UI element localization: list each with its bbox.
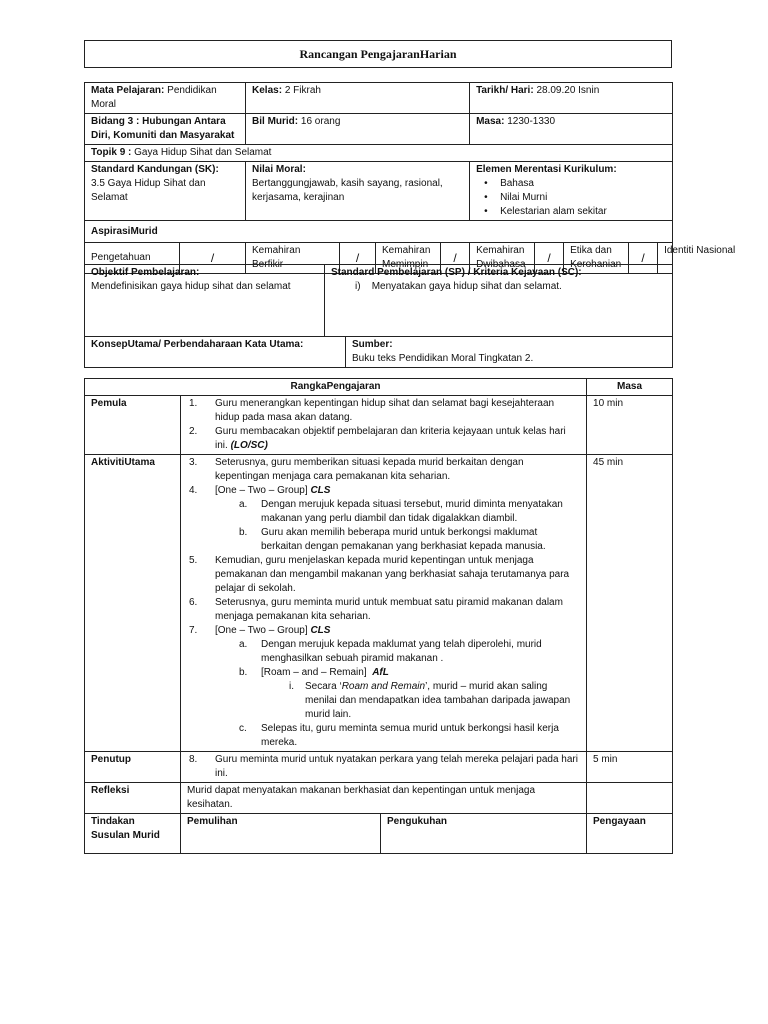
elemen-item: • Nilai Murni: [492, 191, 666, 205]
pemula-content: [181, 396, 587, 455]
objektif-cell: Objektif Pembelajaran: Mendefinisikan gaya hidup sihat dan selamat: [85, 265, 325, 337]
pengayaan-cell: Pengayaan: [587, 814, 673, 854]
aktiviti-label: AktivitiUtama: [85, 455, 181, 752]
rangka-header: RangkaPengajaran: [85, 379, 587, 396]
penutup-masa: 5 min: [587, 752, 673, 783]
step-7a: a. Dengan merujuk kepada maklumat yang telah diperolehi, murid menghasilkan sebuah piramid makanan .: [239, 639, 542, 664]
mata-pelajaran-cell: Mata Pelajaran: Pendidikan Moral: [85, 83, 246, 114]
refleksi-masa: [587, 783, 673, 814]
aktiviti-masa: 45 min: [587, 455, 673, 752]
aspirasi-etika-kerohanian: Etika dan Kerohanian: [564, 243, 629, 274]
aspirasi-kemahiran-dwibahasa: Kemahiran Dwibahasa: [470, 243, 535, 274]
aktiviti-content: [181, 455, 587, 752]
step-6: 6. Seterusnya, guru meminta murid untuk membuat satu piramid makanan dalam menjaga pemakanan kita seharian.: [189, 597, 563, 622]
penutup-content: [181, 752, 587, 783]
aspirasi-mark: /: [180, 243, 246, 274]
aspirasi-mark: /: [629, 243, 658, 274]
tarikh-cell: Tarikh/ Hari: 28.09.20 Isnin: [470, 83, 673, 114]
pemula-masa: 10 min: [587, 396, 673, 455]
bil-murid-cell: Bil Murid: 16 orang: [246, 114, 470, 145]
refleksi-content: Murid dapat menyatakan makanan berkhasiat dan kepentingan untuk menjaga kesihatan.: [181, 783, 587, 814]
step-2: 2. Guru membacakan objektif pembelajaran dan kriteria kejayaan untuk kelas hari ini. (LO/SC): [189, 426, 566, 451]
step-4a: a. Dengan merujuk kepada situasi tersebut, murid diminta menyatakan makanan yang perlu diambil dan tidak digalakkan diambil.: [239, 499, 563, 524]
masa-header: Masa: [587, 379, 673, 396]
rangka-pengajaran-table: [84, 378, 672, 854]
lesson-info-table: [84, 82, 736, 274]
aspirasi-kemahiran-memimpin: Kemahiran Memimpin: [376, 243, 441, 274]
step-4: 4. [One – Two – Group] CLS: [189, 485, 331, 496]
document-title: Rancangan PengajaranHarian: [84, 40, 672, 68]
aspirasi-pengetahuan: Pengetahuan: [85, 243, 180, 274]
elemen-merentasi-cell: Elemen Merentasi Kurikulum: • Bahasa • Nilai Murni • Kelestarian alam sekitar: [470, 162, 673, 221]
step-7b-i: i. Secara ‘Roam and Remain’, murid – murid akan saling menilai dan mendapatkan idea tambahan daripada jawapan murid lain.: [289, 681, 571, 720]
tindakan-susulan-label: Tindakan Susulan Murid: [85, 814, 181, 854]
aspirasi-mark: /: [535, 243, 564, 274]
standard-pembelajaran-cell: Standard Pembelajaran (SP) / Kriteria Kejayaan (SC): i) Menyatakan gaya hidup sihat dan selamat.: [325, 265, 673, 337]
refleksi-label: Refleksi: [85, 783, 181, 814]
pengukuhan-cell: Pengukuhan: [381, 814, 587, 854]
konsep-utama-cell: KonsepUtama/ Perbendaharaan Kata Utama:: [85, 337, 346, 368]
standard-kandungan-cell: Standard Kandungan (SK): 3.5 Gaya Hidup Sihat dan Selamat: [85, 162, 246, 221]
topik-cell: Topik 9 : Gaya Hidup Sihat dan Selamat: [85, 145, 673, 162]
aspirasi-identiti-nasional: Identiti Nasional: [658, 243, 673, 274]
penutup-label: Penutup: [85, 752, 181, 783]
aspirasi-kemahiran-berfikir: Kemahiran Berfikir: [246, 243, 340, 274]
pemulihan-cell: Pemulihan: [181, 814, 381, 854]
aspirasi-mark: /: [340, 243, 376, 274]
sumber-cell: Sumber: Buku teks Pendidikan Moral Tingkatan 2.: [346, 337, 673, 368]
kelas-cell: Kelas: 2 Fikrah: [246, 83, 470, 114]
step-7c: c. Selepas itu, guru meminta semua murid untuk berkongsi hasil kerja mereka.: [239, 723, 559, 748]
elemen-item: • Bahasa: [492, 177, 666, 191]
step-7: 7. [One – Two – Group] CLS: [189, 625, 331, 636]
bidang-cell: Bidang 3 : Hubungan Antara Diri, Komuniti dan Masyarakat: [85, 114, 246, 145]
pemula-label: Pemula: [85, 396, 181, 455]
masa-cell: Masa: 1230-1330: [470, 114, 673, 145]
nilai-moral-cell: Nilai Moral: Bertanggungjawab, kasih sayang, rasional, kerjasama, kerajinan: [246, 162, 470, 221]
aspirasi-mark: /: [441, 243, 470, 274]
step-3: 3. Seterusnya, guru memberikan situasi kepada murid berkaitan dengan kepentingan menjaga cara pemakanan kita seharian.: [189, 457, 524, 482]
elemen-item: • Kelestarian alam sekitar: [492, 205, 666, 219]
step-4b: b. Guru akan memilih beberapa murid untuk berkongsi maklumat berkaitan dengan pemakanan yang berkhasiat kepada manusia.: [239, 527, 546, 552]
aspirasi-murid-heading: AspirasiMurid: [85, 221, 673, 243]
objektif-table: [84, 264, 672, 368]
step-5: 5. Kemudian, guru menjelaskan kepada murid kepentingan untuk menjaga pemakanan dan mengambil makanan yang berkhasiat sahaja terutamanya para pelajar di sekolah.: [189, 555, 570, 594]
step-1: 1. Guru menerangkan kepentingan hidup sihat dan selamat bagi kesejahteraan hidup pada masa akan datang.: [189, 398, 555, 423]
step-7b: b. [Roam – and – Remain] AfL: [239, 667, 389, 678]
step-8: 8. Guru meminta murid untuk nyatakan perkara yang telah mereka pelajari pada hari ini.: [189, 754, 578, 779]
